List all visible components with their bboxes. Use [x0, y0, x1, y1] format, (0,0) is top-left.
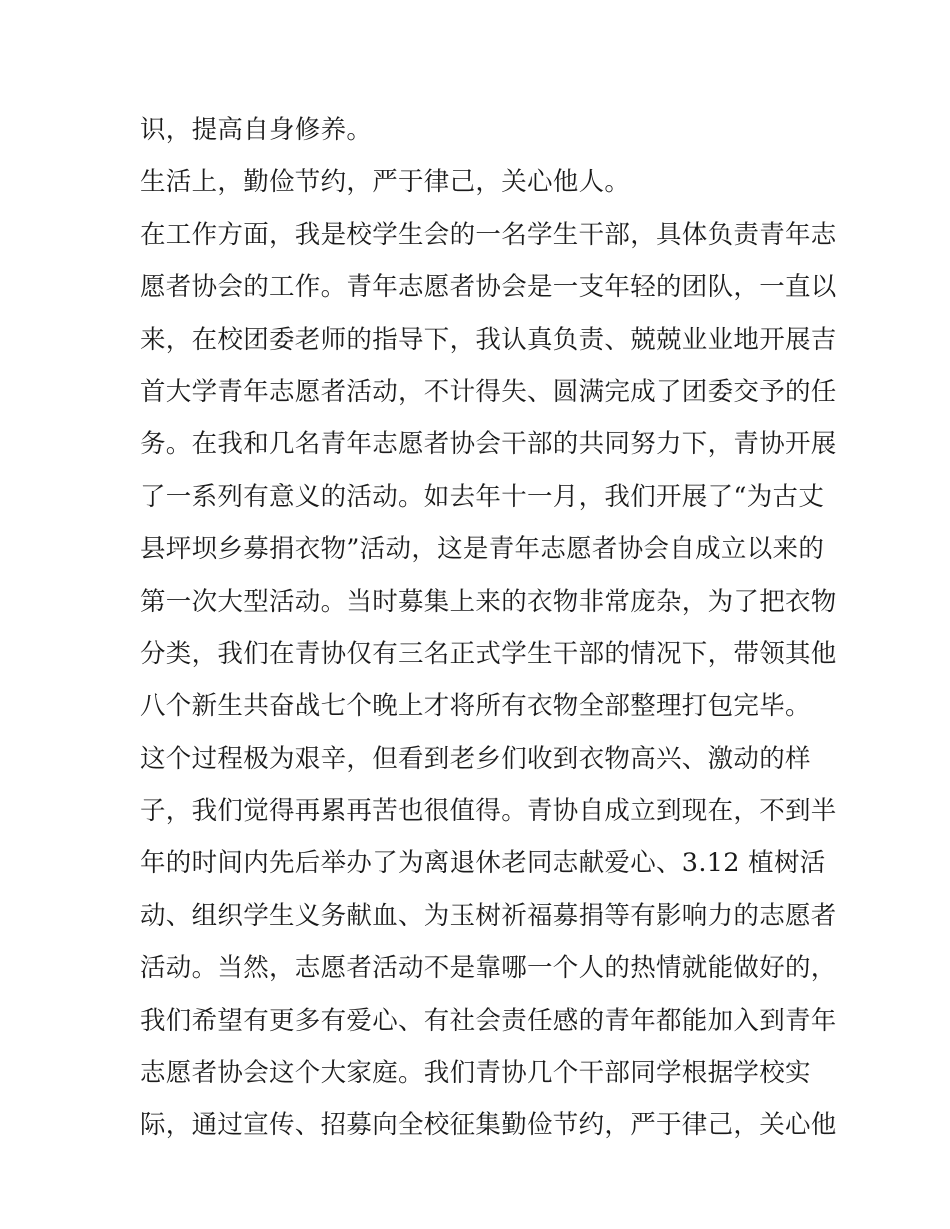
text-line: 动、组织学生义务献血、为玉树祈福募捐等有影响力的志愿者 — [140, 900, 837, 931]
text-line: 县坪坝乡募捐衣物”活动，这是青年志愿者协会自成立以来的 — [140, 534, 825, 565]
text-line: 愿者协会的工作。青年志愿者协会是一支年轻的团队，一直以 — [140, 272, 837, 303]
text-line: 首大学青年志愿者活动，不计得失、圆满完成了团委交予的任 — [140, 376, 837, 407]
text-line: 志愿者协会这个大家庭。我们青协几个干部同学根据学校实 — [140, 1058, 811, 1089]
text-line: 年的时间内先后举办了为离退休老同志献爱心、3.12 植树活 — [140, 848, 826, 879]
text-line: 际，通过宣传、招募向全校征集勤俭节约，严于律己，关心他 — [140, 1110, 837, 1141]
text-line: 八个新生共奋战七个晚上才将所有衣物全部整理打包完毕。 — [140, 691, 811, 722]
text-line: 生活上，勤俭节约，严于律己，关心他人。 — [140, 167, 631, 198]
text-line: 来，在校团委老师的指导下，我认真负责、兢兢业业地开展吉 — [140, 324, 837, 355]
text-line: 我们希望有更多有爱心、有社会责任感的青年都能加入到青年 — [140, 1005, 837, 1036]
text-line: 识，提高自身修养。 — [140, 115, 373, 145]
body-text — [140, 104, 837, 1152]
text-line: 这个过程极为艰辛，但看到老乡们收到衣物高兴、激动的样 — [140, 743, 811, 774]
text-line: 第一次大型活动。当时募集上来的衣物非常庞杂，为了把衣物 — [140, 586, 837, 617]
text-line: 在工作方面，我是校学生会的一名学生干部，具体负责青年志 — [140, 219, 837, 250]
text-line: 务。在我和几名青年志愿者协会干部的共同努力下，青协开展 — [140, 429, 837, 460]
text-line: 子，我们觉得再累再苦也很值得。青协自成立到现在，不到半 — [140, 796, 837, 827]
text-line: 了一系列有意义的活动。如去年十一月，我们开展了“为古丈 — [140, 481, 825, 512]
text-line: 分类，我们在青协仅有三名正式学生干部的情况下，带领其他 — [140, 638, 837, 669]
text-line: 活动。当然，志愿者活动不是靠哪一个人的热情就能做好的， — [140, 953, 837, 984]
